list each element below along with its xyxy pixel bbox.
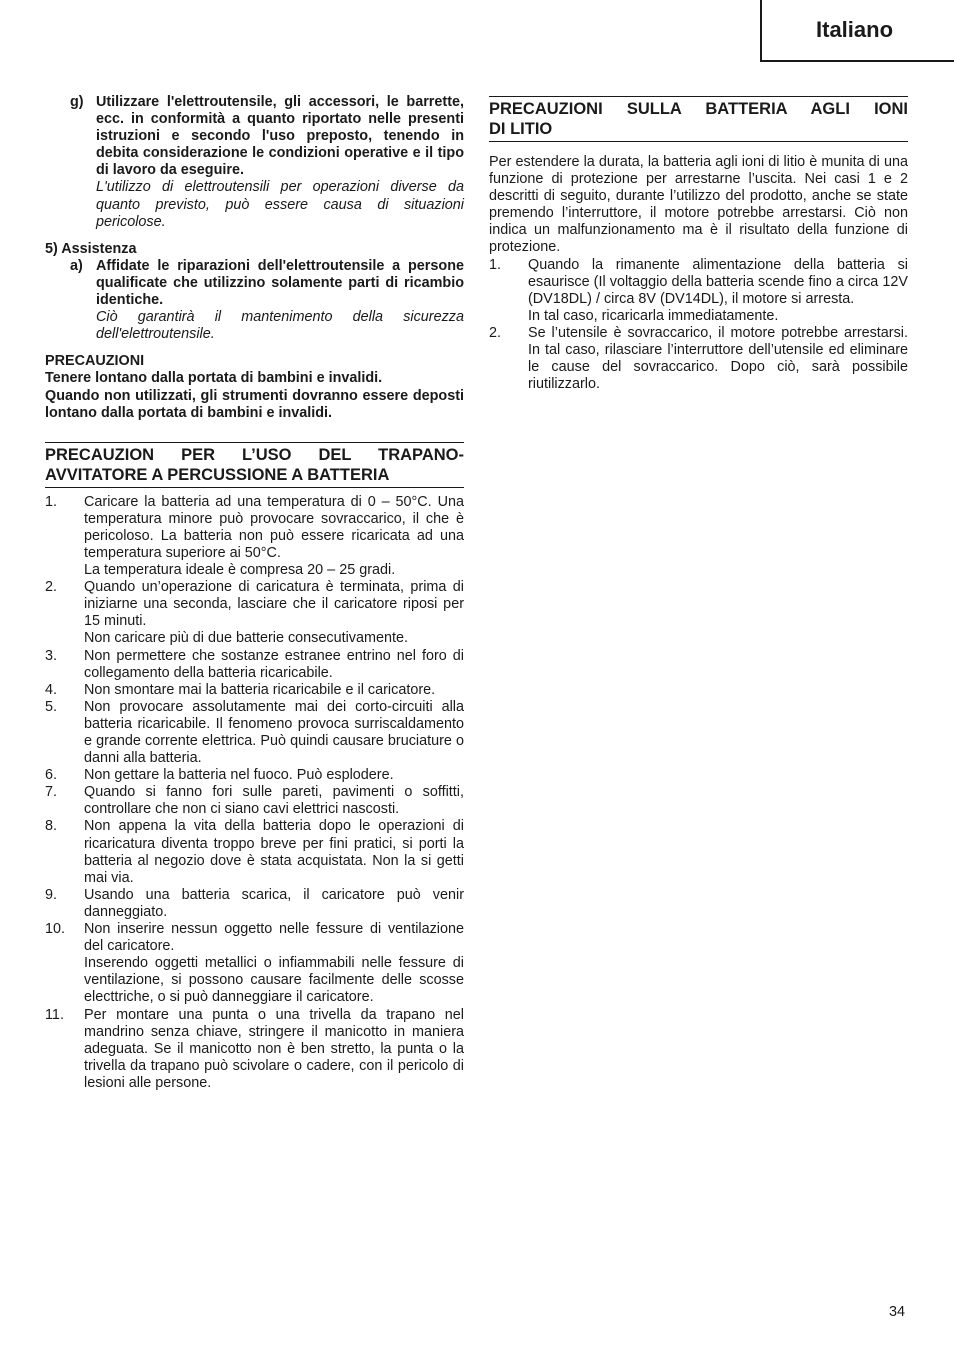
list-item-text: Non inserire nessun oggetto nelle fessure di ventilazione del caricatore. — [84, 921, 464, 955]
precauzioni-block — [45, 353, 464, 421]
list-item — [45, 784, 464, 818]
list-item-text: Caricare la batteria ad una temperatura di 0 – 50°C. Una temperatura minore può provocare sovraccarico, il che è pericoloso. La batteria non può essere ricaricata ad una temperatura superiore ai 50°C. — [84, 493, 464, 561]
language-tab — [760, 0, 954, 62]
list-item-number: 9. — [45, 886, 58, 903]
list-item-text: La temperatura ideale è compresa 20 – 25 gradi. — [84, 562, 396, 579]
item-a — [45, 258, 464, 343]
list-item-number: 8. — [45, 818, 58, 835]
list-item-text: Non permettere che sostanze estranee entrino nel foro di collegamento della batteria ricaricabile. — [84, 647, 464, 681]
list-item — [489, 325, 908, 393]
list-item — [45, 699, 464, 767]
list-item — [45, 682, 464, 699]
list-item-number: 1. — [489, 256, 502, 273]
item-g-letter: g) — [70, 94, 84, 110]
list-item — [45, 887, 464, 921]
list-item — [45, 1007, 464, 1092]
item-g-bold-text: Utilizzare l'elettroutensile, gli accessori, le barrette, ecc. in conformità a quanto riportato nelle presenti istruzioni e secondo l'uso preposto, tenendo in debita considerazione le condizioni operative e il tipo di lavoro da eseguire. — [96, 94, 464, 179]
item-a-italic-text: Ciò garantirà il mantenimento della sicurezza dell'elettroutensile. — [96, 309, 464, 343]
list-item-number: 6. — [45, 767, 58, 784]
list-item-text: Non caricare più di due batterie consecutivamente. — [84, 630, 408, 647]
list-item-number: 2. — [45, 579, 58, 596]
item-g-italic-text: L'utilizzo di elettroutensili per operazioni diverse da quanto previsto, può essere causa di situazioni pericolose. — [96, 179, 464, 230]
litio-intro: Per estendere la durata, la batteria agli ioni di litio è munita di una funzione di protezione per arrestarne l’uscita. Nei casi 1 e 2 descritti di seguito, durante l’utilizzo del prodotto, anche se state premendo l’interruttore, il motore potrebbe arrestarsi. Ciò non indica un malfunzionamento ma è il risultato della funzione di protezione. — [489, 154, 908, 256]
heading-litio — [489, 96, 908, 142]
list-item — [45, 818, 464, 886]
item-a-letter: a) — [70, 257, 83, 274]
list-item — [45, 767, 464, 784]
page-number: 34 — [889, 1304, 906, 1320]
heading-litio-line2: DI LITIO — [489, 120, 553, 138]
section-assistenza-title: 5) Assistenza — [45, 240, 137, 257]
list-item-text: Quando la rimanente alimentazione della batteria si esaurisce (Il voltaggio della batteria scende fino a circa 12V (DV18DL) / circa 8V (DV14DL), il motore si arresta. — [528, 256, 908, 307]
list-item-text: Inserendo oggetti metallici o infiammabili nelle fessure di ventilazione, si possono causare facilmente delle scosse electtriche, o si può danneggiare il caricatore. — [84, 955, 464, 1006]
list-item-number: 7. — [45, 784, 58, 801]
left-column — [45, 94, 464, 1092]
list-item-number: 11. — [45, 1006, 64, 1023]
right-column — [489, 96, 908, 393]
section-assistenza — [45, 241, 464, 344]
list-item-text: Non gettare la batteria nel fuoco. Può esplodere. — [84, 767, 394, 784]
trapano-precautions-list — [45, 494, 464, 1092]
list-item-text: Quando si fanno fori sulle pareti, pavimenti o soffitti, controllare che non ci siano cavi elettrici nascosti. — [84, 784, 464, 818]
list-item-text: Non appena la vita della batteria dopo le operazioni di ricaricatura diventa troppo breve per fini pratici, si porti la batteria al negozio dove è stata acquistata. Non la si getti mai via. — [84, 818, 464, 886]
precauzioni-title: PRECAUZIONI — [45, 353, 145, 370]
item-a-bold-text: Affidate le riparazioni dell'elettroutensile a persone qualificate che utilizzino solamente parti di ricambio identiche. — [96, 257, 464, 309]
list-item-text: Non provocare assolutamente mai dei corto-circuiti alla batteria ricaricabile. Il fenomeno provoca surriscaldamento e grande corrente elettrica. Può quindi causare bruciature o danni alla batteria. — [84, 698, 464, 767]
list-item-text: Quando un’operazione di caricatura è terminata, prima di iniziarne una seconda, lasciare che il caricatore riposi per 15 minuti. — [84, 579, 464, 630]
list-item-number: 10. — [45, 921, 66, 938]
litio-precautions-list — [489, 257, 908, 394]
list-item-number: 5. — [45, 698, 58, 715]
list-item-text: Per montare una punta o una trivella da trapano nel mandrino senza chiave, stringere il manicotto in maniera adeguata. Se il manicotto non è ben stretto, la punta o la trivella da trapano può scivolare o cadere, con il pericolo di lesioni alle persone. — [84, 1006, 464, 1091]
list-item-text: Usando una batteria scarica, il caricatore può venir danneggiato. — [84, 886, 464, 920]
precauzioni-line1: Tenere lontano dalla portata di bambini e invalidi. — [45, 370, 383, 387]
precauzioni-line2: Quando non utilizzati, gli strumenti dovranno essere deposti lontano dalla portata di bambini e invalidi. — [45, 387, 464, 421]
list-item — [45, 921, 464, 1006]
list-item-number: 4. — [45, 681, 58, 698]
list-item-number: 2. — [489, 324, 502, 341]
list-item — [45, 579, 464, 647]
list-item-text: Se l’utensile è sovraccarico, il motore potrebbe arrestarsi. In tal caso, rilasciare l’interruttore dell’utensile ed eliminare le cause del sovraccarico. Dopo ciò, sarà possibile riutilizzarlo. — [528, 324, 908, 393]
heading-trapano — [45, 442, 464, 488]
list-item-text: In tal caso, ricaricarla immediatamente. — [528, 307, 779, 324]
heading-litio-line1: PRECAUZIONI SULLA BATTERIA AGLI IONI — [489, 100, 908, 118]
list-item — [489, 257, 908, 325]
language-label: Italiano — [816, 17, 894, 42]
item-g — [45, 94, 464, 231]
heading-trapano-line1: PRECAUZION PER L’USO DEL TRAPANO- — [45, 445, 464, 464]
list-item-number: 1. — [45, 493, 58, 510]
list-item-text: Non smontare mai la batteria ricaricabile e il caricatore. — [84, 681, 436, 698]
list-item — [45, 494, 464, 579]
list-item-number: 3. — [45, 647, 58, 664]
list-item — [45, 648, 464, 682]
heading-trapano-line2: AVVITATORE A PERCUSSIONE A BATTERIA — [45, 465, 390, 484]
